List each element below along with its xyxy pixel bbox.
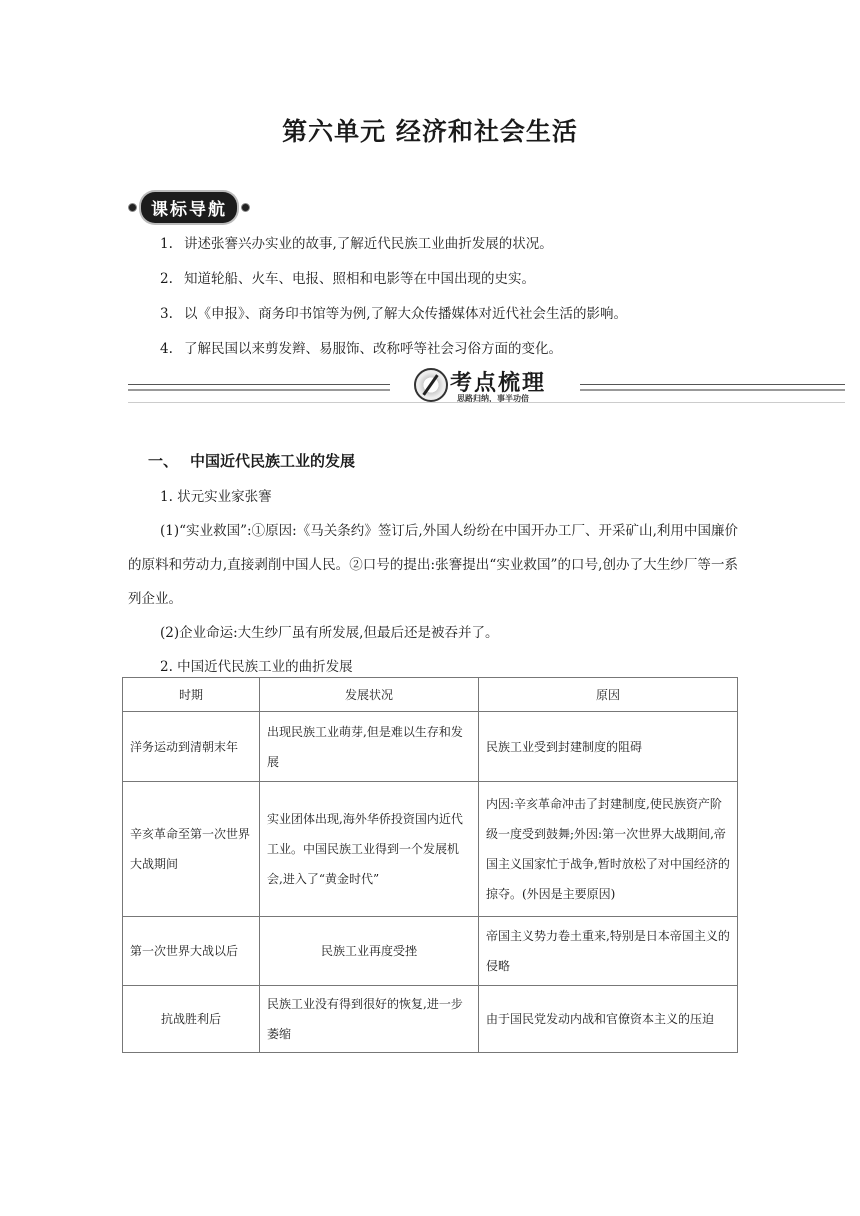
banner-subtitle: 思路归纳，事半功倍 bbox=[457, 394, 529, 403]
table-cell: 辛亥革命至第一次世界大战期间 bbox=[123, 782, 260, 917]
curriculum-nav-badge bbox=[128, 192, 250, 222]
banner-title: 考点梳理 bbox=[450, 371, 547, 396]
section-heading: 一、 中国近代民族工业的发展 bbox=[148, 452, 356, 470]
badge-label: 课标导航 bbox=[141, 192, 237, 223]
table-row bbox=[123, 986, 738, 1053]
table-cell: 由于国民党发动内战和官僚资本主义的压迫 bbox=[479, 986, 738, 1053]
table-cell: 抗战胜利后 bbox=[123, 986, 260, 1053]
table-header: 原因 bbox=[479, 678, 738, 712]
objective-item: 3. 以《申报》、商务印书馆等为例,了解大众传播媒体对近代社会生活的影响。 bbox=[160, 306, 628, 322]
objectives-list bbox=[160, 234, 760, 374]
table-row bbox=[123, 712, 738, 782]
table-cell: 第一次世界大战以后 bbox=[123, 917, 260, 986]
banner-divider bbox=[128, 384, 390, 391]
paragraph: (1)“实业救国”:①原因:《马关条约》签订后,外国人纷纷在中国开办工厂、开采矿山,利用中国廉价的原料和劳动力,直接剥削中国人民。②口号的提出:张謇提出“实业救国”的口号,创办了大生纱厂等一系列企业。 bbox=[128, 523, 738, 607]
table-row bbox=[123, 782, 738, 917]
objective-item: 4. 了解民国以来剪发辫、易服饰、改称呼等社会习俗方面的变化。 bbox=[160, 341, 562, 357]
table-header-row bbox=[123, 678, 738, 712]
badge-dot-icon bbox=[241, 203, 250, 212]
table-cell: 内因:辛亥革命冲击了封建制度,使民族资产阶级一度受到鼓舞;外因:第一次世界大战期间,帝国主义国家忙于战争,暂时放松了对中国经济的掠夺。(外因是主要原因) bbox=[479, 782, 738, 917]
compass-icon bbox=[414, 368, 448, 402]
table-header: 时期 bbox=[123, 678, 260, 712]
table-cell: 民族工业没有得到很好的恢复,进一步萎缩 bbox=[260, 986, 479, 1053]
banner-divider bbox=[580, 384, 845, 391]
subheading: 2. 中国近代民族工业的曲折发展 bbox=[160, 659, 353, 675]
table-cell: 洋务运动到清朝末年 bbox=[123, 712, 260, 782]
page-title: 第六单元 经济和社会生活 bbox=[282, 117, 578, 146]
table-cell: 帝国主义势力卷土重来,特别是日本帝国主义的侵略 bbox=[479, 917, 738, 986]
table-cell: 出现民族工业萌芽,但是难以生存和发展 bbox=[260, 712, 479, 782]
table-row bbox=[123, 917, 738, 986]
table-cell: 民族工业再度受挫 bbox=[260, 917, 479, 986]
paragraph: (2)企业命运:大生纱厂虽有所发展,但最后还是被吞并了。 bbox=[160, 625, 499, 641]
industry-development-table bbox=[122, 677, 738, 1053]
table-header: 发展状况 bbox=[260, 678, 479, 712]
key-points-banner bbox=[128, 366, 845, 408]
table-cell: 实业团体出现,海外华侨投资国内近代工业。中国民族工业得到一个发展机会,进入了“黄金时代” bbox=[260, 782, 479, 917]
badge-dot-icon bbox=[128, 203, 137, 212]
banner-baseline bbox=[128, 402, 845, 403]
objective-item: 2. 知道轮船、火车、电报、照相和电影等在中国出现的史实。 bbox=[160, 271, 535, 287]
subheading: 1. 状元实业家张謇 bbox=[160, 489, 272, 505]
table-cell: 民族工业受到封建制度的阻碍 bbox=[479, 712, 738, 782]
objective-item: 1. 讲述张謇兴办实业的故事,了解近代民族工业曲折发展的状况。 bbox=[160, 236, 553, 252]
section-body bbox=[128, 480, 738, 684]
